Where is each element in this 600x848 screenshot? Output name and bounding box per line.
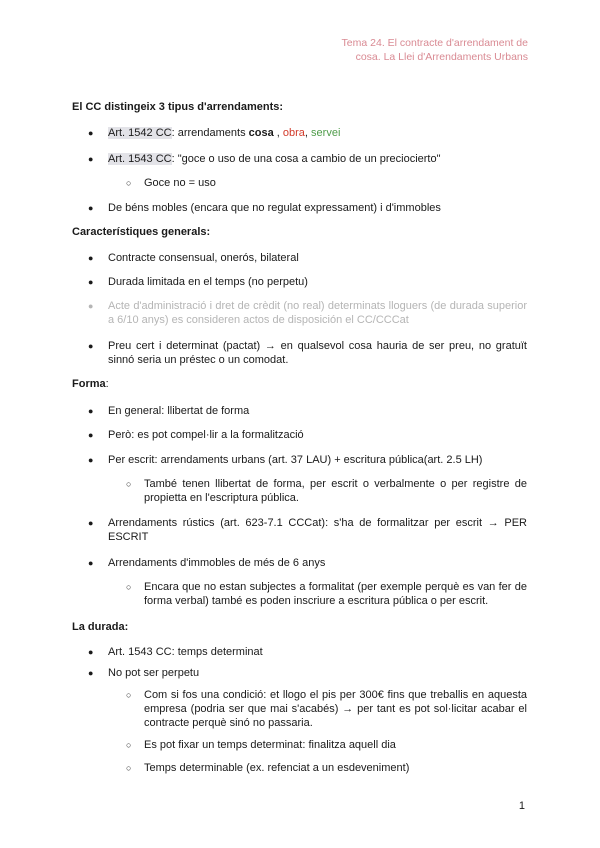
- sub-item-temps-determinable: Temps determinable (ex. refenciat a un esdeveniment): [144, 762, 410, 774]
- heading-tipus-arrendaments: El CC distingeix 3 tipus d'arrendaments:: [72, 101, 284, 113]
- sub-item-inscriure: Encara que no estan subjectes a formalitat (per exemple perquè es van fer de forma verbal) també es poden inscriure a escritura pública o per escrit.: [144, 581, 527, 607]
- list-item-bens-mobles: De béns mobles (encara que no regulat expressament) i d'immobles: [108, 202, 441, 214]
- sub-bullet: ○: [126, 690, 132, 700]
- bullet: ●: [88, 518, 94, 528]
- article-ref: Art. 1543 CC: [108, 153, 172, 165]
- header-line-2: cosa. La Llei d'Arrendaments Urbans: [355, 51, 528, 63]
- sub-item-goce: Goce no = uso: [144, 177, 216, 189]
- running-header: [268, 36, 528, 64]
- bullet: ●: [88, 341, 94, 351]
- bullet: ●: [88, 430, 94, 440]
- term-cosa: cosa: [248, 127, 274, 139]
- sub-item-llibertat-forma: També tenen llibertat de forma, per escrit o verbalmente o per registre de propietta en l'escriptura pública.: [144, 478, 527, 504]
- bullet: ●: [88, 455, 94, 465]
- list-item-art-1542: Art. 1542 CC: arrendaments cosa , obra, servei: [108, 127, 341, 139]
- list-item-immobles-6-anys: Arrendaments d'immobles de més de 6 anys: [108, 557, 326, 569]
- list-item-rustics: Arrendaments rústics (art. 623-7.1 CCCat): s'ha de formalitzar per escrit → PER ESCRIT: [108, 517, 527, 543]
- heading-durada: La durada:: [72, 621, 129, 633]
- list-item-preu-cert: Preu cert i determinat (pactat) → en qualsevol cosa hauria de ser preu, no gratuït sinnó seria un préstec o un comodat.: [108, 340, 527, 366]
- list-item-acte-administracio: Acte d'administració i dret de crèdit (no real) determinats lloguers (de durada superior a 6/10 anys) es consideren actos de disposición el CC/CCCat: [108, 300, 527, 326]
- bullet: ●: [88, 558, 94, 568]
- term-obra: obra: [282, 127, 305, 139]
- bullet: ●: [88, 128, 94, 138]
- list-item-durada-limitada: Durada limitada en el temps (no perpetu): [108, 276, 308, 288]
- article-ref: Art. 1542 CC: [108, 127, 172, 139]
- list-item-llibertat-forma: En general: llibertat de forma: [108, 405, 250, 417]
- bullet: ●: [88, 668, 94, 678]
- sub-bullet: ○: [126, 763, 132, 773]
- sub-item-temps-determinat: Es pot fixar un temps determinat: finalitza aquell dia: [144, 739, 396, 751]
- heading-forma: Forma:: [72, 378, 109, 390]
- bullet: ●: [88, 253, 94, 263]
- heading-caracteristiques: Característiques generals:: [72, 226, 211, 238]
- sub-bullet: ○: [126, 178, 132, 188]
- sub-bullet: ○: [126, 740, 132, 750]
- sub-bullet: ○: [126, 582, 132, 592]
- list-item-compellir: Però: es pot compel·lir a la formalització: [108, 429, 304, 441]
- bullet: ●: [88, 406, 94, 416]
- list-item-art-1543: Art. 1543 CC: "goce o uso de una cosa a cambio de un preciocierto": [108, 153, 441, 165]
- page-number: 1: [518, 800, 525, 812]
- sub-item-condicio: Com si fos una condició: et llogo el pis per 300€ fins que treballis en aquesta empresa (podria ser que mai s'acabés) → per tant es pot sol·licitar acabar el contracte perquè sinó no passaria.: [144, 689, 527, 729]
- sub-bullet: ○: [126, 479, 132, 489]
- bullet: ●: [88, 154, 94, 164]
- list-item-contracte: Contracte consensual, onerós, bilateral: [108, 252, 299, 264]
- list-item-per-escrit: Per escrit: arrendaments urbans (art. 37 LAU) + escritura pública(art. 2.5 LH): [108, 454, 483, 466]
- bullet: ●: [88, 647, 94, 657]
- list-item-no-perpetu: No pot ser perpetu: [108, 667, 200, 679]
- term-servei: servei: [311, 127, 341, 139]
- bullet: ●: [88, 203, 94, 213]
- list-item-art-1543-temps: Art. 1543 CC: temps determinat: [108, 646, 263, 658]
- bullet: ●: [88, 301, 94, 311]
- header-line-1: Tema 24. El contracte d'arrendament de: [341, 37, 528, 49]
- bullet: ●: [88, 277, 94, 287]
